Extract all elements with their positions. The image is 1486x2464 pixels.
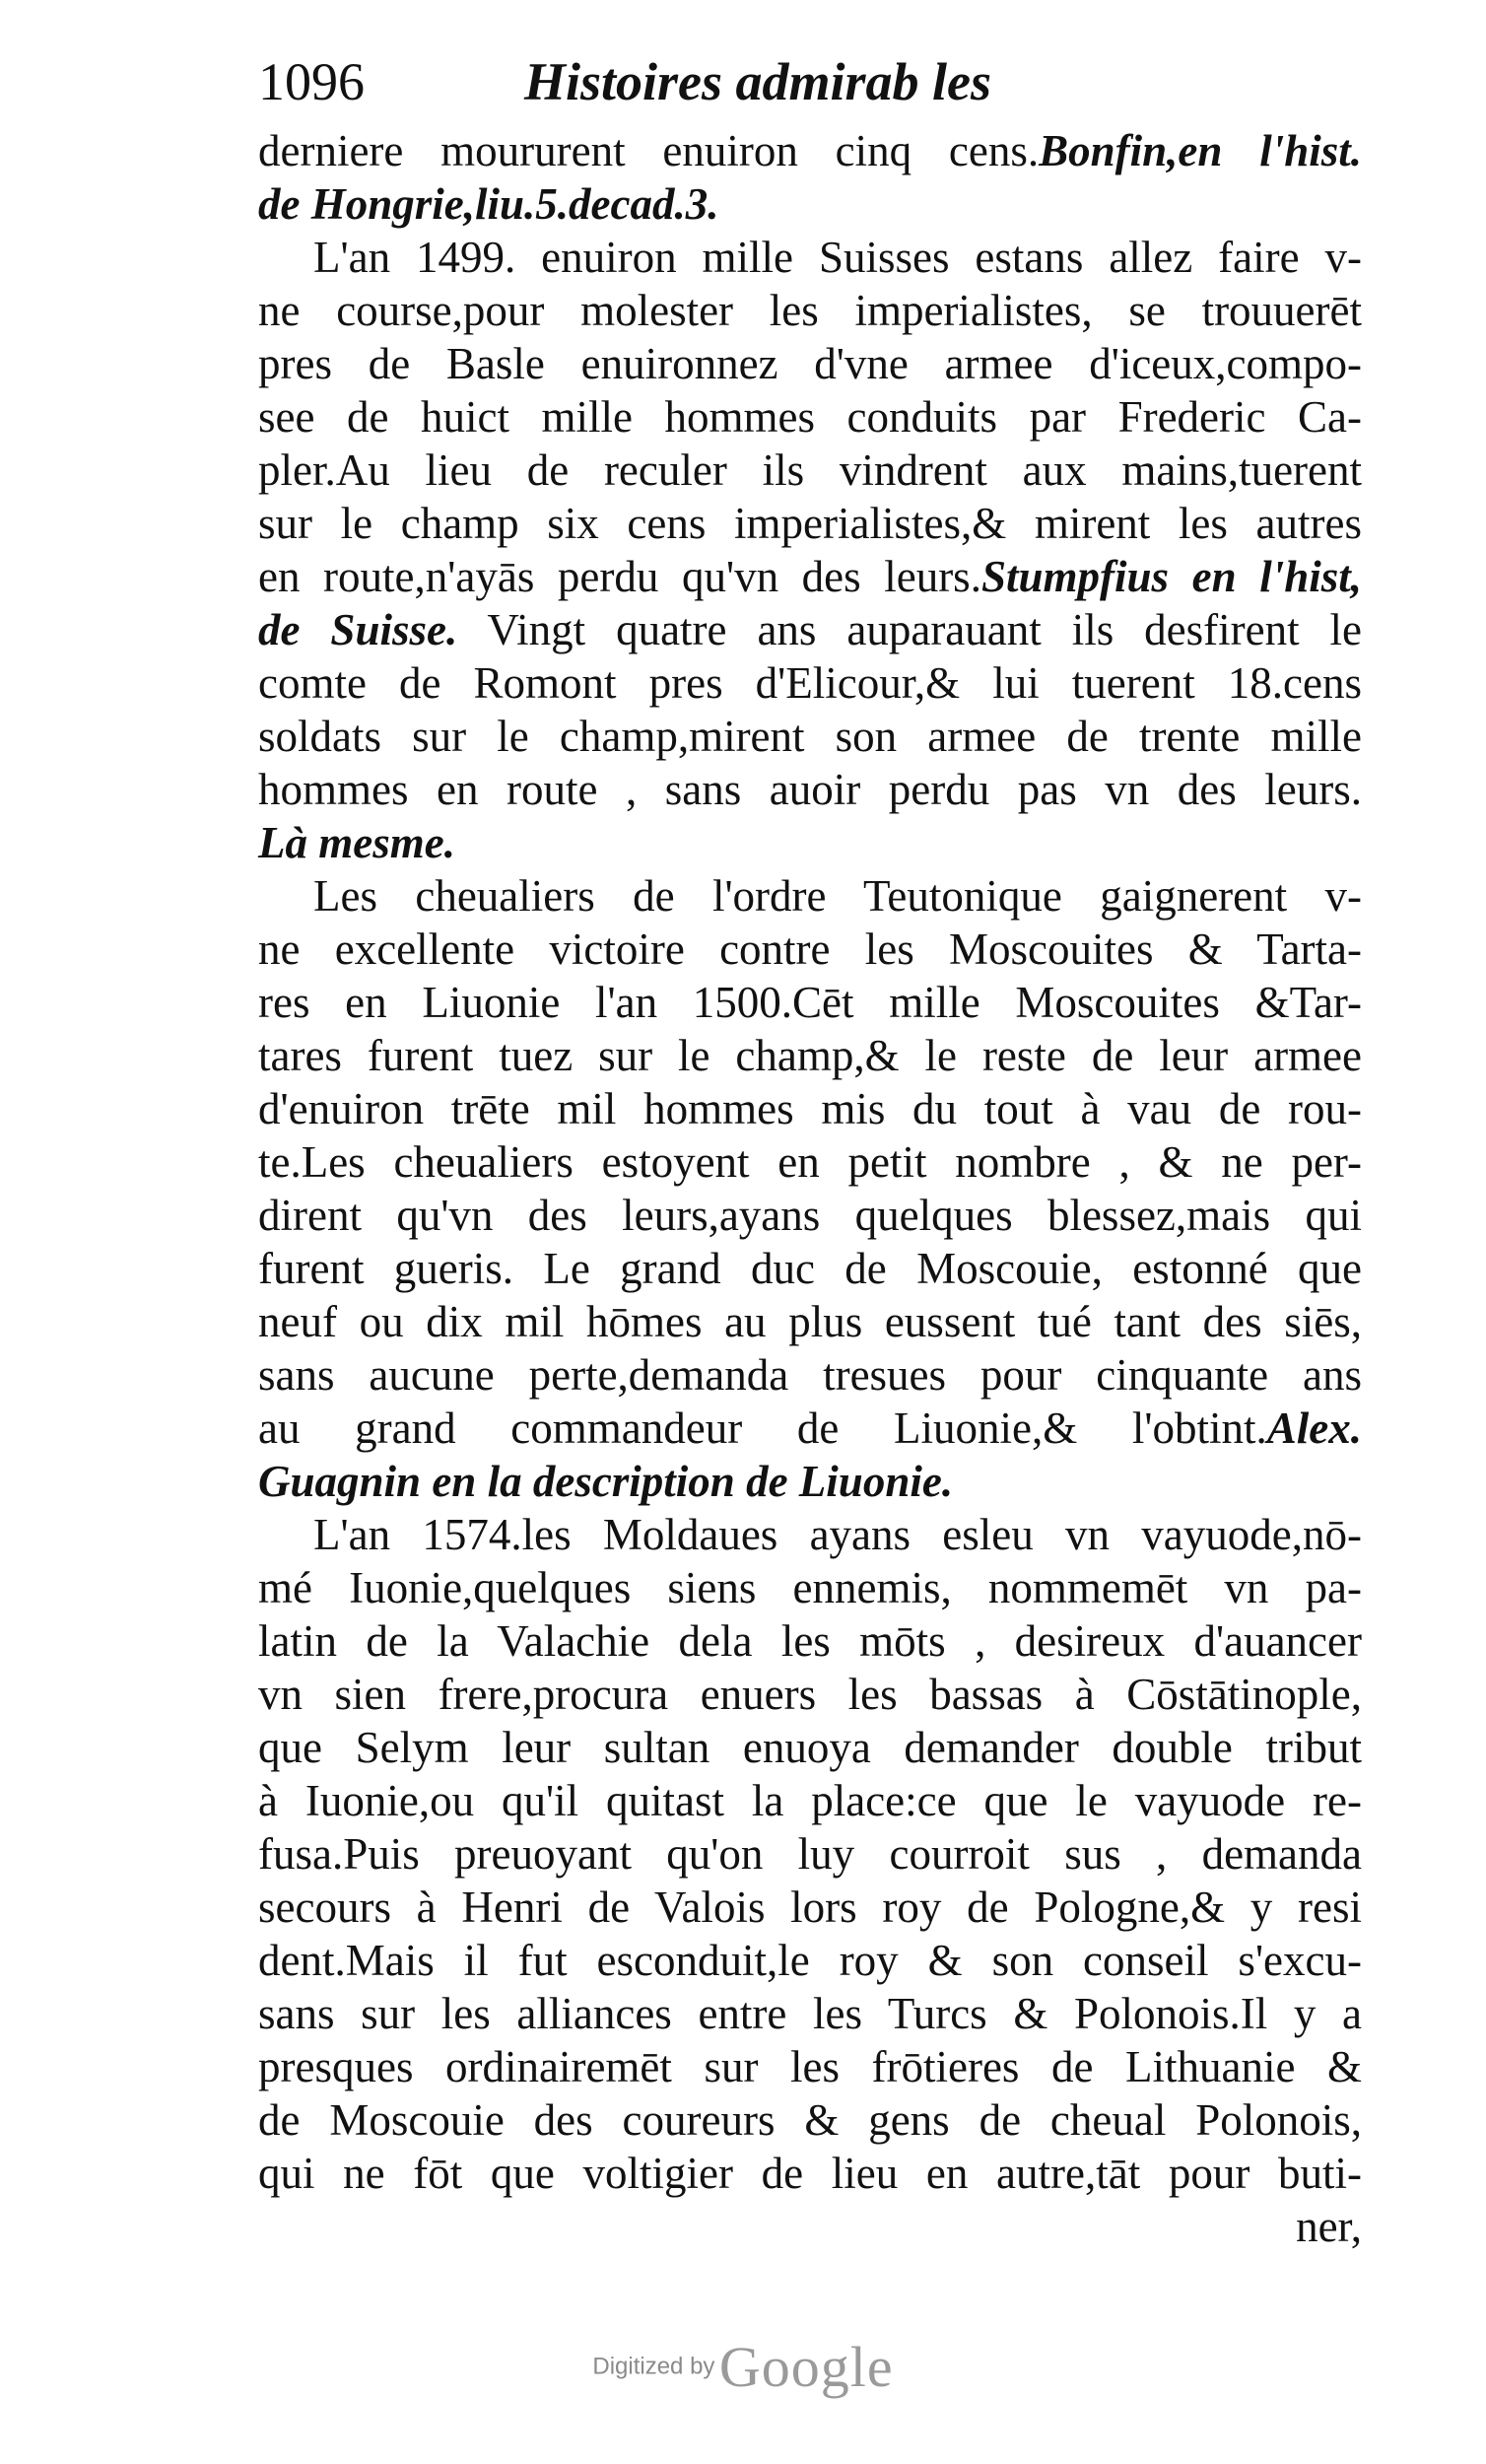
text-line: pres de Basle enuironnez d'vne armee d'iceux,compo-: [258, 339, 1362, 388]
text-line: L'an 1574.les Moldaues ayans esleu vn vayuode,nō-: [313, 1510, 1362, 1559]
text-line: vn sien frere,procura enuers les bassas à Cōstātinople,: [258, 1670, 1362, 1719]
text-line: en route,n'ayās perdu qu'vn des leurs.Stumpfius en l'hist,: [258, 552, 1363, 601]
text-line: mé Iuonie,quelques siens ennemis, nommemēt vn pa-: [258, 1563, 1362, 1612]
text-line: derniere moururent enuiron cinq cens.Bonfin,en l'hist.: [258, 126, 1362, 175]
text-line: soldats sur le champ,mirent son armee de trente mille: [258, 712, 1362, 761]
text-line: d'enuiron trēte mil hommes mis du tout à vau de rou-: [258, 1084, 1362, 1133]
text-line: te.Les cheualiers estoyent en petit nombre , & ne per-: [258, 1137, 1362, 1187]
running-title: Histoires admirab les: [524, 52, 992, 111]
text-line: comte de Romont pres d'Elicour,& lui tuerent 18.cens: [258, 658, 1362, 708]
text-line: qui ne fōt que voltigier de lieu en autre,tāt pour buti-: [258, 2149, 1362, 2198]
text-line: à Iuonie,ou qu'il quitast la place:ce que le vayuode re-: [258, 1776, 1362, 1825]
paragraph-3: [258, 869, 1362, 1508]
text-line: L'an 1499. enuiron mille Suisses estans allez faire v-: [313, 233, 1362, 282]
text-line: Là mesme.: [258, 818, 455, 867]
page-header: [258, 39, 1362, 124]
text-line: see de huict mille hommes conduits par Frederic Ca-: [258, 392, 1362, 442]
digitization-watermark: [0, 2334, 1486, 2400]
body-text: [258, 124, 1362, 2253]
text-line: neuf ou dix mil hōmes au plus eussent tué tant des siēs,: [258, 1297, 1362, 1346]
text-line: Guagnin en la description de Liuonie.: [258, 1457, 954, 1506]
text-line: res en Liuonie l'an 1500.Cēt mille Moscouites &Tar-: [258, 978, 1362, 1027]
book-page: [258, 39, 1362, 2253]
paragraph-4: [258, 1508, 1362, 2253]
text-line: ne excellente victoire contre les Moscouites & Tarta-: [258, 924, 1362, 974]
text-line: de Suisse. Vingt quatre ans auparauant ils desfirent le: [258, 605, 1362, 654]
page-number: 1096: [258, 52, 365, 111]
paragraph-1: [258, 124, 1362, 231]
text-line: sans sur les alliances entre les Turcs & Polonois.Il y a: [258, 1989, 1362, 2038]
text-line: ne course,pour molester les imperialistes, se trouuerēt: [258, 286, 1362, 335]
text-line: de Hongrie,liu.5.decad.3.: [258, 179, 719, 229]
text-line: pler.Au lieu de reculer ils vindrent aux mains,tuerent: [258, 445, 1362, 495]
text-line: sans aucune perte,demanda tresues pour cinquante ans: [258, 1350, 1362, 1400]
text-line: tares furent tuez sur le champ,& le reste de leur armee: [258, 1031, 1362, 1080]
text-line: dirent qu'vn des leurs,ayans quelques blessez,mais qui: [258, 1191, 1362, 1240]
text-line: furent gueris. Le grand duc de Moscouie, estonné que: [258, 1244, 1362, 1293]
paragraph-2: [258, 231, 1362, 869]
text-line: dent.Mais il fut esconduit,le roy & son conseil s'excu-: [258, 1936, 1362, 1985]
catchword: ner,: [1296, 2202, 1362, 2251]
text-line: de Moscouie des coureurs & gens de cheual Polonois,: [258, 2095, 1362, 2145]
text-line: au grand commandeur de Liuonie,& l'obtint.Alex.: [258, 1403, 1362, 1453]
text-line: sur le champ six cens imperialistes,& mirent les autres: [258, 499, 1362, 548]
google-logo: Google: [718, 2335, 894, 2399]
digitized-by-label: Digitized by: [592, 2353, 715, 2380]
text-line: latin de la Valachie dela les mōts , desireux d'auancer: [258, 1616, 1362, 1666]
text-line: presques ordinairemēt sur les frōtieres de Lithuanie &: [258, 2042, 1362, 2091]
text-line: que Selym leur sultan enuoya demander double tribut: [258, 1723, 1362, 1772]
text-line: fusa.Puis preuoyant qu'on luy courroit sus , demanda: [258, 1829, 1362, 1879]
text-line: hommes en route , sans auoir perdu pas vn des leurs.: [258, 765, 1362, 814]
text-line: secours à Henri de Valois lors roy de Pologne,& y resi: [258, 1882, 1362, 1932]
text-line: Les cheualiers de l'ordre Teutonique gaignerent v-: [313, 871, 1362, 921]
